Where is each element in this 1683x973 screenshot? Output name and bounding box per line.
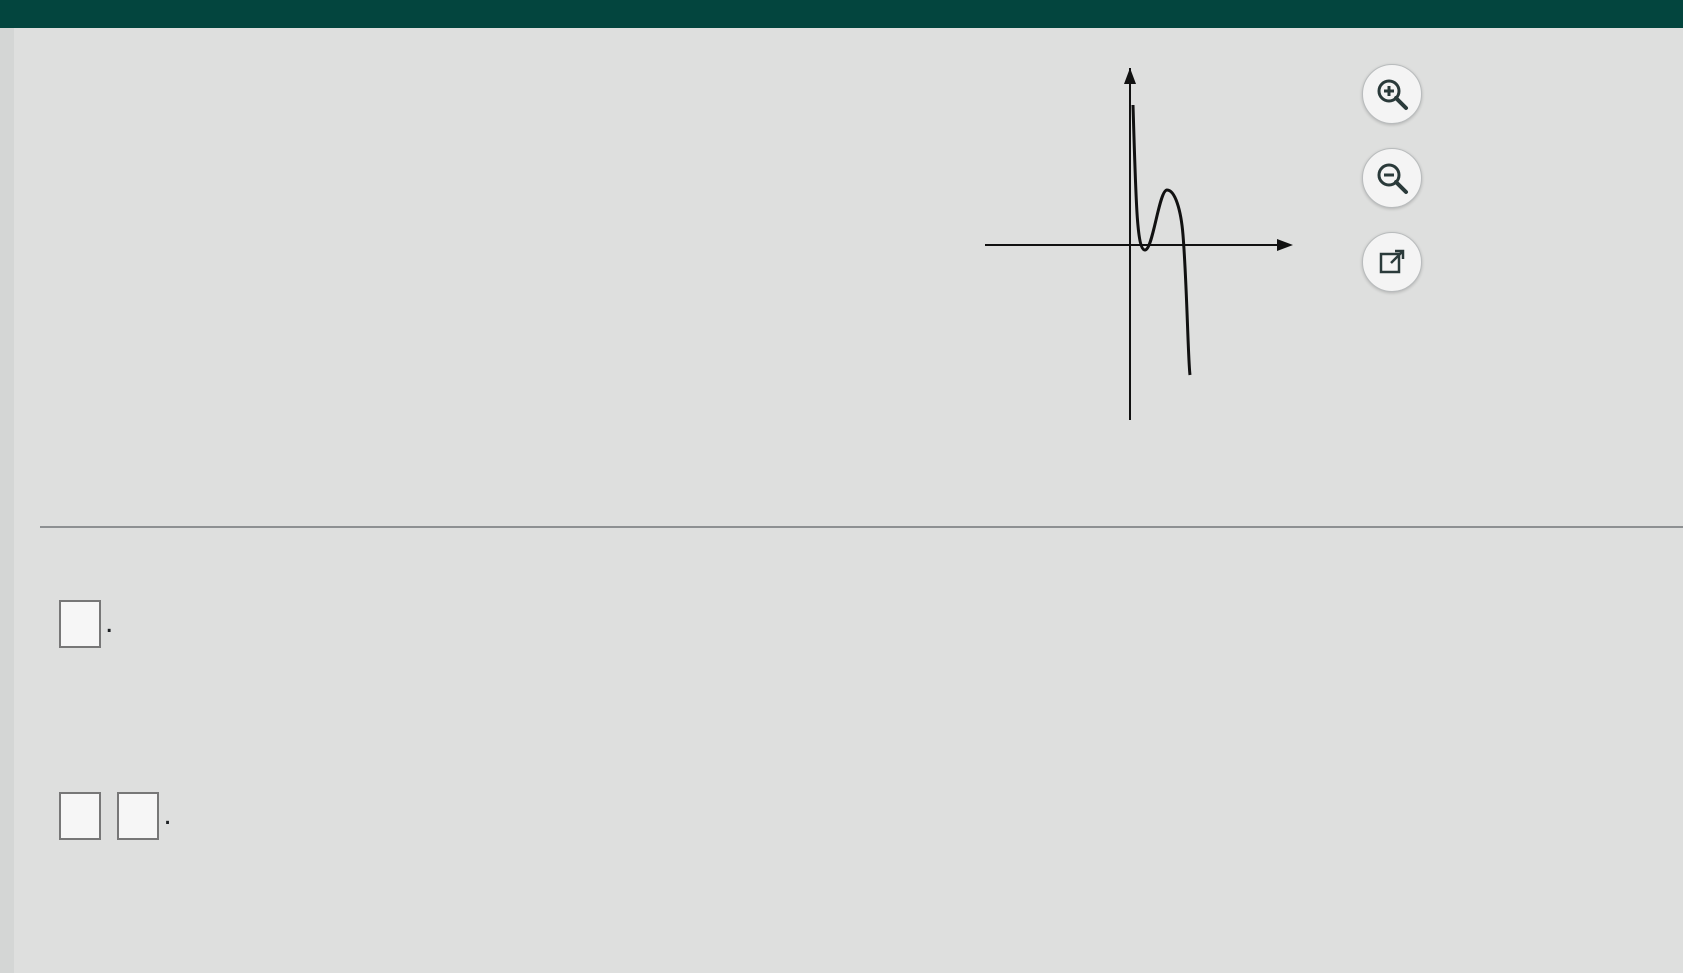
concave-up-input[interactable] (59, 792, 101, 840)
inflection-point-input[interactable] (59, 600, 101, 648)
function-curve (1133, 105, 1190, 375)
external-link-icon (1377, 247, 1407, 277)
function-graph (985, 60, 1355, 435)
x-axis-arrow (1277, 239, 1293, 251)
part-a-prompt: . (55, 600, 113, 648)
top-bar (0, 0, 1683, 28)
concavity-answer-line: . (55, 792, 172, 840)
concave-down-input[interactable] (117, 792, 159, 840)
y-axis-arrow (1124, 68, 1136, 84)
question-text (60, 62, 920, 103)
zoom-in-button[interactable] (1362, 64, 1422, 124)
zoom-out-icon (1374, 160, 1410, 196)
question-panel (14, 28, 1683, 973)
zoom-out-button[interactable] (1362, 148, 1422, 208)
section-divider (40, 526, 1683, 528)
zoom-in-icon (1374, 76, 1410, 112)
open-external-button[interactable] (1362, 232, 1422, 292)
